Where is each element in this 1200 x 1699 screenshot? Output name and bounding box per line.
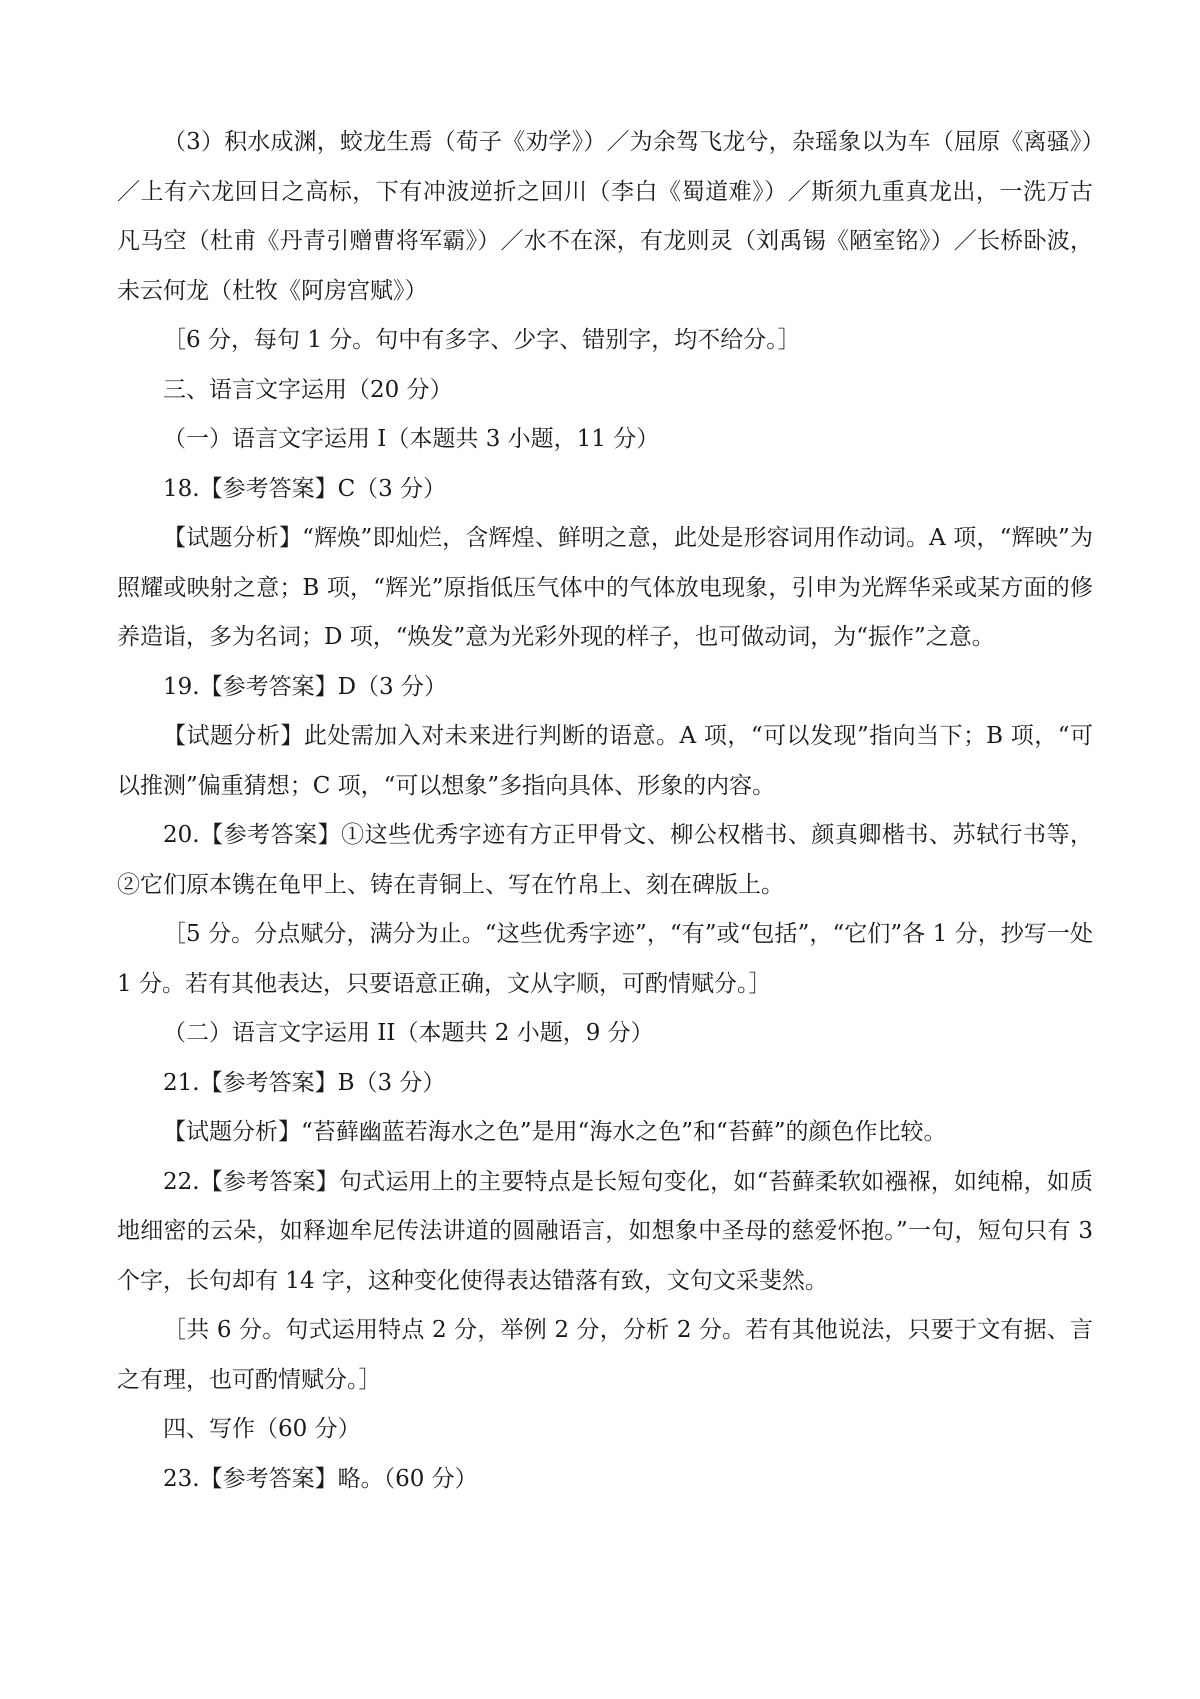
answer-21: 21.【参考答案】B（3 分） <box>163 1069 446 1096</box>
scoring-note-22: ［共 6 分。句式运用特点 2 分，举例 2 分，分析 2 分。若有其他说法，只要于文有据、言之有理，也可酌情赋分。］ <box>117 1317 1093 1393</box>
analysis-19: 【试题分析】此处需加入对未来进行判断的语意。A 项，“可以发现”指向当下；B 项，“可以推测”偏重猜想；C 项，“可以想象”多指向具体、形象的内容。 <box>117 723 1093 799</box>
section-heading-language-use: 三、语言文字运用（20 分） <box>163 376 453 403</box>
subsection-heading-language-use-1: （一）语言文字运用 I（本题共 3 小题，11 分） <box>163 426 660 452</box>
answer-22: 22.【参考答案】句式运用上的主要特点是长短句变化，如“苔藓柔软如襁褓，如纯棉，如质地细密的云朵，如释迦牟尼传法讲道的圆融语言，如想象中圣母的慈爱怀抱。”一句，短句只有 3 个字，长句却有 14 字，这种变化使得表达错落有致，文句文采斐然。 <box>117 1168 1093 1294</box>
analysis-21: 【试题分析】“苔藓幽蓝若海水之色”是用“海水之色”和“苔藓”的颜色作比较。 <box>163 1119 947 1145</box>
subsection-heading-language-use-2: （二）语言文字运用 II（本题共 2 小题，9 分） <box>163 1020 654 1046</box>
answer-19: 19.【参考答案】D（3 分） <box>163 673 447 700</box>
answer-18: 18.【参考答案】C（3 分） <box>163 475 447 502</box>
document-page <box>117 118 1093 1504</box>
section-heading-writing: 四、写作（60 分） <box>163 1416 361 1442</box>
answer-23: 23.【参考答案】略。（60 分） <box>163 1465 478 1492</box>
paragraph-scoring-note-17: ［6 分，每句 1 分。句中有多字、少字、错别字，均不给分。］ <box>163 327 801 353</box>
analysis-18: 【试题分析】“辉焕”即灿烂，含辉煌、鲜明之意，此处是形容词用作动词。A 项，“辉映”为照耀或映射之意；B 项，“辉光”原指低压气体中的气体放电现象，引申为光辉华采或某方面的修养造诣，多为名词；D 项，“焕发”意为光彩外现的样子，也可做动词，为“振作”之意。 <box>117 525 1093 650</box>
answer-20: 20.【参考答案】①这些优秀字迹有方正甲骨文、柳公权楷书、颜真卿楷书、苏轼行书等，②它们原本镌在龟甲上、铸在青铜上、写在竹帛上、刻在碑版上。 <box>117 822 1093 898</box>
paragraph-dragon-quotes: （3）积水成渊，蛟龙生焉（荀子《劝学》）／为余驾飞龙兮，杂瑶象以为车（屈原《离骚》）／上有六龙回日之高标，下有冲波逆折之回川（李白《蜀道难》）／斯须九重真龙出，一洗万古凡马空（杜甫《丹青引赠曹将军霸》）／水不在深，有龙则灵（刘禹锡《陋室铭》）／长桥卧波，未云何龙（杜牧《阿房宫赋》） <box>117 129 1093 304</box>
scoring-note-20: ［5 分。分点赋分，满分为止。“这些优秀字迹”，“有”或“包括”，“它们”各 1 分，抄写一处 1 分。若有其他表达，只要语意正确，文从字顺，可酌情赋分。］ <box>117 921 1093 997</box>
